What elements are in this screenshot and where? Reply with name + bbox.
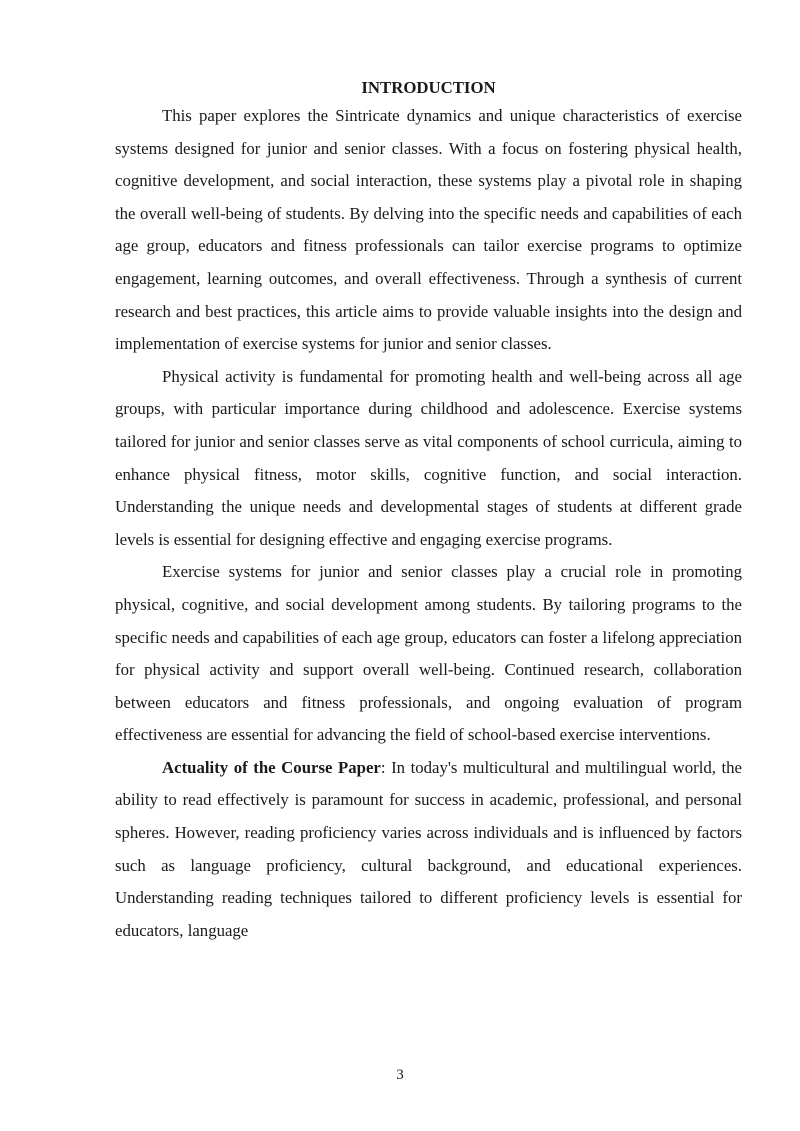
actuality-label: Actuality of the Course Paper — [162, 757, 381, 777]
paragraph-physical-activity: Physical activity is fundamental for promoting health and well-being across all age groups, with particular importance during childhood and adolescence. Exercise systems tailored for junior and senior classes serve as vital components of school curricula, aiming to enhance physical fitness, motor skills, cognitive function, and social interaction. Understanding the unique needs and developmental stages of students at different grade levels is essential for designing effective and engaging exercise programs. — [115, 366, 742, 549]
section-heading: INTRODUCTION — [361, 78, 496, 97]
paragraph-actuality — [115, 752, 742, 948]
page-number: 3 — [396, 1067, 404, 1083]
actuality-text: : In today's multicultural and multilingual world, the ability to read effectively is paramount for success in academic, professional, and personal spheres. However, reading proficiency varies across individuals and is influenced by factors such as language proficiency, cultural background, and educational experiences. Understanding reading techniques tailored to different proficiency levels is essential for educators, language — [115, 757, 742, 940]
document-page — [115, 76, 742, 947]
paragraph-intro: This paper explores the Sintricate dynamics and unique characteristics of exercise systems designed for junior and senior classes. With a focus on fostering physical health, cognitive development, and social interaction, these systems play a pivotal role in shaping the overall well-being of students. By delving into the specific needs and capabilities of each age group, educators and fitness professionals can tailor exercise programs to optimize engagement, learning outcomes, and overall effectiveness. Through a synthesis of current research and best practices, this article aims to provide valuable insights into the design and implementation of exercise systems for junior and senior classes. — [115, 106, 742, 354]
paragraph-exercise-systems: Exercise systems for junior and senior classes play a crucial role in promoting physical, cognitive, and social development among students. By tailoring programs to the specific needs and capabilities of each age group, educators can foster a lifelong appreciation for physical activity and support overall well-being. Continued research, collaboration between educators and fitness professionals, and ongoing evaluation of program effectiveness are essential for advancing the field of school-based exercise interventions. — [115, 562, 742, 745]
